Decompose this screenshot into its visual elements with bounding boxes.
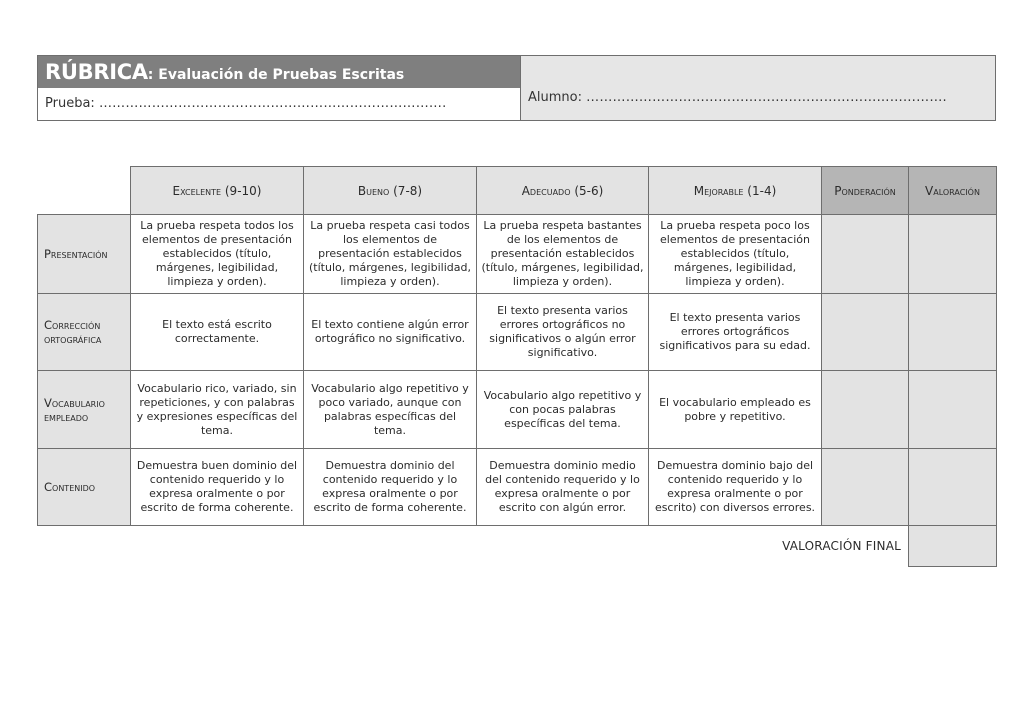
table-row	[38, 294, 997, 371]
table-row	[38, 371, 997, 449]
valoracion-cell[interactable]	[909, 449, 997, 526]
final-score-cell[interactable]	[909, 526, 997, 567]
descriptor-cell: Vocabulario algo repetitivo y poco variado, aunque con palabras específicas del tema.	[304, 371, 477, 449]
prueba-field[interactable]	[45, 96, 446, 111]
descriptor-cell: El texto contiene algún error ortográfico no significativo.	[304, 294, 477, 371]
page-title: RÚBRICA	[45, 60, 148, 84]
corner-blank	[38, 167, 131, 215]
valoracion-cell[interactable]	[909, 371, 997, 449]
column-header-adecuado: Adecuado (5-6)	[477, 167, 649, 215]
alumno-field[interactable]	[528, 90, 947, 105]
prueba-label: Prueba:	[45, 96, 95, 111]
descriptor-cell: La prueba respeta bastantes de los elementos de presentación establecidos (título, márgenes, legibilidad, limpieza y orden).	[477, 215, 649, 294]
criterion-presentacion: Presentación	[38, 215, 131, 294]
column-header-ponderacion: Ponderación	[822, 167, 909, 215]
page-subtitle: : Evaluación de Pruebas Escritas	[147, 67, 405, 83]
descriptor-cell: La prueba respeta todos los elementos de presentación establecidos (título, márgenes, legibilidad, limpieza y orden).	[131, 215, 304, 294]
ponderacion-cell[interactable]	[822, 215, 909, 294]
descriptor-cell: La prueba respeta casi todos los elementos de presentación establecidos (título, márgenes, legibilidad, limpieza y orden).	[304, 215, 477, 294]
prueba-fill-line[interactable]: …………………………………………………………………….	[98, 96, 447, 111]
blank-cell	[304, 526, 477, 567]
header-right-panel	[521, 56, 995, 120]
criterion-vocabulario-empleado: Vocabulario empleado	[38, 371, 131, 449]
valoracion-cell[interactable]	[909, 294, 997, 371]
column-header-bueno: Bueno (7-8)	[304, 167, 477, 215]
table-row	[38, 449, 997, 526]
blank-cell	[131, 526, 304, 567]
alumno-fill-line[interactable]: ……………………………………………………………………….	[586, 90, 947, 105]
ponderacion-cell[interactable]	[822, 371, 909, 449]
ponderacion-cell[interactable]	[822, 449, 909, 526]
descriptor-cell: Demuestra dominio medio del contenido requerido y lo expresa oralmente o por escrito con algún error.	[477, 449, 649, 526]
column-header-excelente: Excelente (9-10)	[131, 167, 304, 215]
descriptor-cell: El vocabulario empleado es pobre y repetitivo.	[649, 371, 822, 449]
final-score-label: VALORACIÓN FINAL	[782, 539, 901, 554]
descriptor-cell: El texto presenta varios errores ortográficos significativos para su edad.	[649, 294, 822, 371]
rubric-table	[37, 166, 997, 567]
final-row	[38, 526, 997, 567]
descriptor-cell: Vocabulario algo repetitivo y con pocas palabras específicas del tema.	[477, 371, 649, 449]
descriptor-cell: Demuestra dominio bajo del contenido requerido y lo expresa oralmente o por escrito) con diversos errores.	[649, 449, 822, 526]
descriptor-cell: Demuestra buen dominio del contenido requerido y lo expresa oralmente o por escrito de forma coherente.	[131, 449, 304, 526]
valoracion-cell[interactable]	[909, 215, 997, 294]
alumno-label: Alumno:	[528, 90, 582, 105]
criterion-correccion-ortografica: Corrección ortográfica	[38, 294, 131, 371]
header-left-panel	[38, 56, 521, 120]
blank-cell	[38, 526, 131, 567]
criterion-contenido: Contenido	[38, 449, 131, 526]
ponderacion-cell[interactable]	[822, 294, 909, 371]
descriptor-cell: El texto presenta varios errores ortográficos no significativos o algún error significativo.	[477, 294, 649, 371]
blank-cell	[477, 526, 649, 567]
descriptor-cell: Vocabulario rico, variado, sin repeticiones, y con palabras y expresiones específicas del tema.	[131, 371, 304, 449]
descriptor-cell: La prueba respeta poco los elementos de presentación establecidos (título, márgenes, legibilidad, limpieza y orden).	[649, 215, 822, 294]
rubric-header	[37, 55, 996, 121]
table-header-row	[38, 167, 997, 215]
table-row	[38, 215, 997, 294]
title-bar	[38, 56, 520, 88]
column-header-valoracion: Valoración	[909, 167, 997, 215]
descriptor-cell: Demuestra dominio del contenido requerido y lo expresa oralmente o por escrito de forma coherente.	[304, 449, 477, 526]
descriptor-cell: El texto está escrito correctamente.	[131, 294, 304, 371]
column-header-mejorable: Mejorable (1-4)	[649, 167, 822, 215]
